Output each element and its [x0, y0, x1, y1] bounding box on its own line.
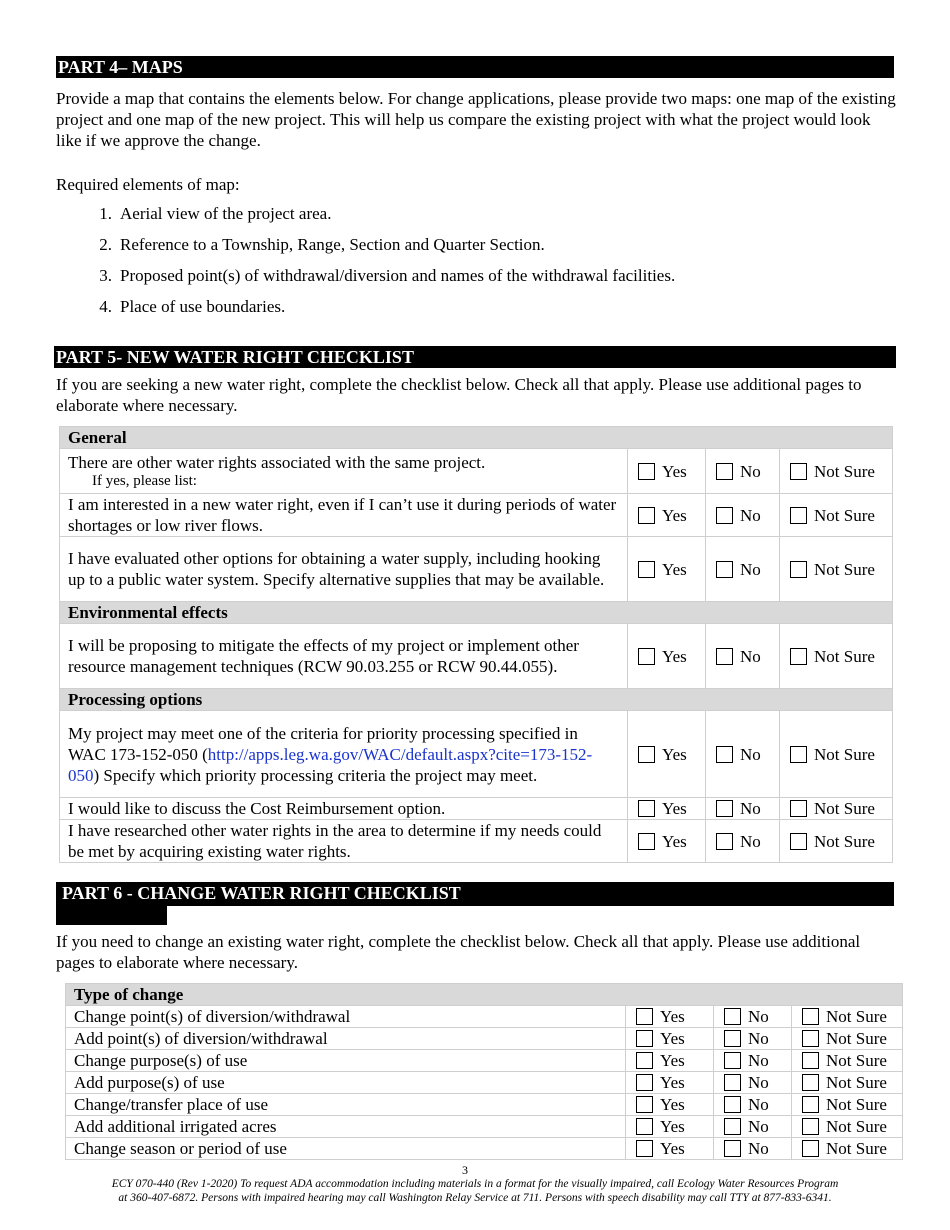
checkbox-yes[interactable]	[636, 1052, 653, 1069]
question-text: I will be proposing to mitigate the effects of my project or implement other resource management techniques (RCW 90.03.255 or RCW 90.44.055).	[60, 624, 628, 689]
required-elements-label: Required elements of map:	[56, 175, 240, 194]
option-label: No	[748, 1095, 769, 1114]
checkbox-yes[interactable]	[636, 1074, 653, 1091]
checkbox-no[interactable]	[724, 1096, 741, 1113]
checkbox-yes[interactable]	[638, 507, 655, 524]
checkbox-not-sure[interactable]	[790, 648, 807, 665]
heading-underbar	[56, 906, 167, 925]
part6-heading: PART 6 - CHANGE WATER RIGHT CHECKLIST	[56, 882, 894, 906]
option-label: Not Sure	[826, 1029, 887, 1048]
option-label: Yes	[660, 1117, 685, 1136]
question-text: Change point(s) of diversion/withdrawal	[66, 1006, 626, 1028]
checkbox-yes[interactable]	[636, 1118, 653, 1135]
checkbox-not-sure[interactable]	[790, 463, 807, 480]
checkbox-no[interactable]	[724, 1118, 741, 1135]
part5-intro: If you are seeking a new water right, complete the checklist below. Check all that apply. Please use additional pages to elaborate where necessary.	[56, 375, 862, 415]
checkbox-no[interactable]	[724, 1030, 741, 1047]
option-label: No	[748, 1051, 769, 1070]
option-label: Not Sure	[826, 1073, 887, 1092]
checkbox-no[interactable]	[716, 648, 733, 665]
option-label: Not Sure	[814, 646, 875, 666]
checkbox-no[interactable]	[724, 1008, 741, 1025]
list-item: 3. Proposed point(s) of withdrawal/diversion and names of the withdrawal facilities.	[99, 266, 676, 285]
checkbox-yes[interactable]	[638, 800, 655, 817]
checkbox-no[interactable]	[716, 561, 733, 578]
option-label: No	[748, 1073, 769, 1092]
list-item: 2. Reference to a Township, Range, Section and Quarter Section.	[99, 235, 545, 254]
option-label: Yes	[662, 461, 687, 481]
map-elements-list	[56, 204, 675, 328]
option-label: No	[740, 559, 761, 579]
option-label: Yes	[662, 831, 687, 851]
question-subtext: If yes, please list:	[92, 473, 197, 489]
checkbox-no[interactable]	[716, 463, 733, 480]
checkbox-no[interactable]	[724, 1052, 741, 1069]
checkbox-no[interactable]	[724, 1074, 741, 1091]
question-text: Change/transfer place of use	[66, 1094, 626, 1116]
option-label: Yes	[660, 1029, 685, 1048]
option-label: Yes	[662, 646, 687, 666]
page-number: 3	[462, 1163, 468, 1177]
checkbox-not-sure[interactable]	[790, 746, 807, 763]
part6-intro: If you need to change an existing water right, complete the checklist below. Check all that apply. Please use additional pages to elaborate where necessary.	[56, 932, 861, 972]
option-label: Not Sure	[826, 1007, 887, 1026]
checkbox-not-sure[interactable]	[802, 1118, 819, 1135]
question-text: I have evaluated other options for obtaining a water supply, including hooking up to a public water system. Specify alternative supplies that may be available.	[60, 537, 628, 602]
option-label: Not Sure	[814, 559, 875, 579]
wac-link[interactable]: http://apps.leg.wa.gov/WAC/default.aspx?cite=173-152-050	[68, 744, 593, 785]
option-label: Yes	[660, 1051, 685, 1070]
part5-heading: PART 5- NEW WATER RIGHT CHECKLIST	[54, 346, 896, 368]
change-water-right-checklist	[65, 983, 903, 1160]
option-label: Not Sure	[826, 1117, 887, 1136]
option-label: No	[748, 1029, 769, 1048]
checkbox-yes[interactable]	[638, 833, 655, 850]
checkbox-yes[interactable]	[638, 561, 655, 578]
question-text: Change purpose(s) of use	[66, 1050, 626, 1072]
option-label: No	[740, 505, 761, 525]
checkbox-no[interactable]	[716, 746, 733, 763]
question-text: Change season or period of use	[66, 1138, 626, 1160]
option-label: Not Sure	[814, 799, 875, 818]
checkbox-not-sure[interactable]	[802, 1008, 819, 1025]
question-text: Add purpose(s) of use	[66, 1072, 626, 1094]
option-label: Yes	[662, 559, 687, 579]
section-type-of-change: Type of change	[66, 984, 903, 1006]
option-label: Yes	[660, 1073, 685, 1092]
checkbox-yes[interactable]	[636, 1008, 653, 1025]
option-label: Yes	[660, 1007, 685, 1026]
checkbox-yes[interactable]	[636, 1140, 653, 1157]
checkbox-no[interactable]	[716, 833, 733, 850]
option-label: Not Sure	[814, 461, 875, 481]
option-label: Yes	[662, 744, 687, 764]
checkbox-not-sure[interactable]	[790, 507, 807, 524]
checkbox-not-sure[interactable]	[802, 1052, 819, 1069]
option-label: No	[748, 1139, 769, 1158]
checkbox-yes[interactable]	[638, 746, 655, 763]
checkbox-not-sure[interactable]	[802, 1074, 819, 1091]
checkbox-yes[interactable]	[638, 463, 655, 480]
checkbox-not-sure[interactable]	[790, 800, 807, 817]
option-label: Not Sure	[814, 505, 875, 525]
section-processing: Processing options	[60, 689, 893, 711]
part4-intro: Provide a map that contains the elements below. For change applications, please provide two maps: one map of the existing project and one map of the new project. This will help us compare the existing project with what the project would look like if we approve the change.	[56, 89, 896, 150]
checkbox-yes[interactable]	[638, 648, 655, 665]
list-item: 1. Aerial view of the project area.	[99, 204, 332, 223]
option-label: No	[740, 646, 761, 666]
option-label: No	[740, 831, 761, 851]
option-label: No	[748, 1007, 769, 1026]
question-text: Add point(s) of diversion/withdrawal	[66, 1028, 626, 1050]
option-label: Not Sure	[826, 1139, 887, 1158]
footer-line-1: ECY 070-440 (Rev 1-2020) To request ADA accommodation including materials in a format for the visually impaired, call Ecology Water Resources Program	[111, 1178, 839, 1190]
question-text: There are other water rights associated with the same project. If yes, please list:	[60, 449, 628, 494]
question-text: My project may meet one of the criteria for priority processing specified in WAC 173-152-050 (http://apps.leg.wa.gov/WAC/default.aspx?cite=173-152-050) Specify which priority processing criteria the project may meet.	[60, 711, 628, 798]
option-label: No	[740, 744, 761, 764]
checkbox-not-sure[interactable]	[802, 1140, 819, 1157]
option-label: Yes	[662, 505, 687, 525]
list-item: 4. Place of use boundaries.	[99, 297, 286, 316]
option-label: No	[740, 799, 761, 818]
checkbox-not-sure[interactable]	[790, 561, 807, 578]
section-environmental: Environmental effects	[60, 602, 893, 624]
option-label: Yes	[660, 1095, 685, 1114]
option-label: Not Sure	[814, 744, 875, 764]
question-text: I am interested in a new water right, even if I can’t use it during periods of water shortages or low river flows.	[60, 494, 628, 537]
checkbox-yes[interactable]	[636, 1096, 653, 1113]
option-label: Not Sure	[826, 1051, 887, 1070]
footer	[0, 1177, 950, 1205]
section-general: General	[60, 427, 893, 449]
part4-heading: PART 4– MAPS	[56, 56, 894, 78]
question-text: Add additional irrigated acres	[66, 1116, 626, 1138]
checkbox-not-sure[interactable]	[802, 1030, 819, 1047]
footer-line-2: at 360-407-6872. Persons with impaired hearing may call Washington Relay Service at 711. Persons with speech disability may call TTY at 877-833-6341.	[118, 1192, 832, 1204]
option-label: No	[748, 1117, 769, 1136]
checkbox-not-sure[interactable]	[802, 1096, 819, 1113]
new-water-right-checklist	[59, 426, 893, 863]
checkbox-yes[interactable]	[636, 1030, 653, 1047]
checkbox-no[interactable]	[716, 800, 733, 817]
option-label: Not Sure	[826, 1095, 887, 1114]
checkbox-no[interactable]	[724, 1140, 741, 1157]
checkbox-not-sure[interactable]	[790, 833, 807, 850]
option-label: Yes	[660, 1139, 685, 1158]
checkbox-no[interactable]	[716, 507, 733, 524]
option-label: No	[740, 461, 761, 481]
option-label: Yes	[662, 799, 687, 818]
question-text: I would like to discuss the Cost Reimbursement option.	[60, 798, 628, 820]
option-label: Not Sure	[814, 831, 875, 851]
question-text: I have researched other water rights in the area to determine if my needs could be met by acquiring existing water rights.	[60, 820, 628, 863]
